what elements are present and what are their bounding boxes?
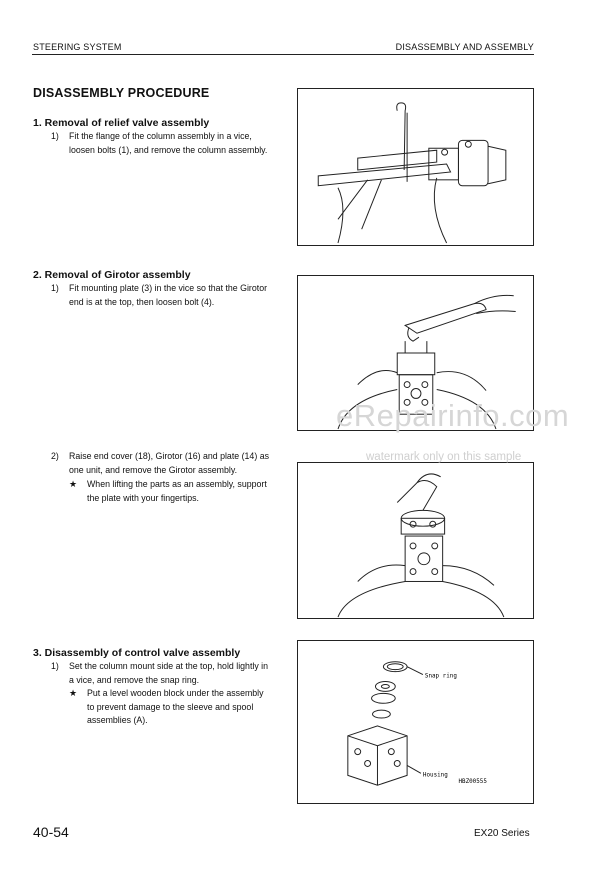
section-1-title: 1. Removal of relief valve assembly (33, 117, 210, 129)
column-assembly-illustration (298, 89, 533, 245)
procedure-title: DISASSEMBLY PROCEDURE (33, 86, 210, 100)
header-rule (32, 54, 534, 55)
watermark-sub: watermark only on this sample (366, 451, 522, 463)
step-number: 1) (51, 131, 59, 141)
figure-lift-girotor (297, 462, 534, 619)
step-text: Fit mounting plate (3) in the vice so that the Girotor end is at the top, then loosen bolt (4). (69, 283, 268, 307)
housing-label: Housing (422, 772, 448, 779)
section-2-step-2-note (69, 478, 269, 505)
section-2-title: 2. Removal of Girotor assembly (33, 269, 191, 281)
section-3-step-1 (51, 660, 269, 687)
header-chapter-title: DISASSEMBLY AND ASSEMBLY (395, 42, 534, 52)
step-number: 1) (51, 661, 59, 671)
section-3-step-1-note (69, 687, 269, 728)
section-1-step-1 (51, 130, 269, 157)
section-2-step-2 (51, 450, 269, 477)
page-number: 40-54 (33, 824, 69, 840)
step-number: 1) (51, 283, 59, 293)
step-text: Raise end cover (18), Girotor (16) and plate (14) as one unit, and remove the Girotor assembly. (69, 451, 269, 475)
star-icon: ★ (69, 479, 77, 489)
watermark-main: eRepairinfo.com (336, 398, 570, 433)
note-text: When lifting the parts as an assembly, support the plate with your fingertips. (87, 479, 267, 503)
figure-code: HBZ00555 (458, 779, 487, 786)
lift-girotor-illustration (298, 463, 533, 618)
note-text: Put a level wooden block under the assembly to prevent damage to the sleeve and spool assemblies (A). (87, 688, 264, 725)
figure-snap-ring-housing (297, 640, 534, 804)
series-name: EX20 Series (474, 828, 530, 839)
step-number: 2) (51, 451, 59, 461)
header-section-title: STEERING SYSTEM (33, 42, 122, 52)
section-2-step-1 (51, 282, 269, 309)
figure-column-assembly-in-vice (297, 88, 534, 246)
section-3-title: 3. Disassembly of control valve assembly (33, 647, 241, 659)
snap-ring-housing-illustration (298, 641, 533, 803)
snap-ring-label: Snap ring (424, 673, 457, 680)
step-text: Set the column mount side at the top, hold lightly in a vice, and remove the snap ring. (69, 661, 269, 685)
step-text: Fit the flange of the column assembly in a vice, loosen bolts (1), and remove the column assembly. (69, 131, 268, 155)
star-icon: ★ (69, 688, 77, 698)
